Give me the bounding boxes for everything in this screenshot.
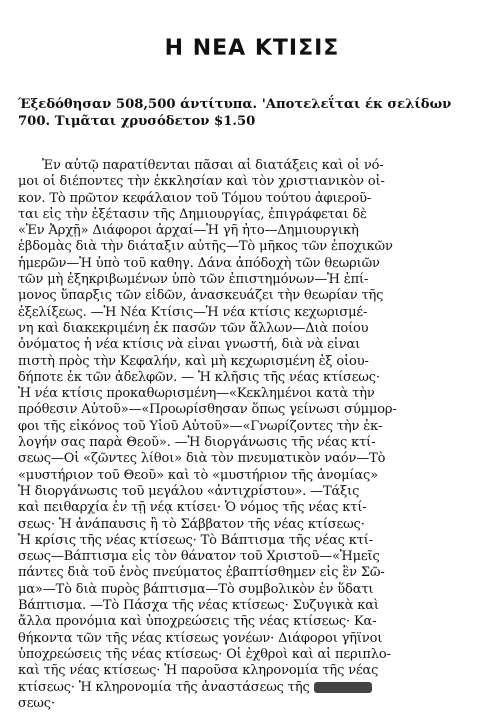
body-line: Ἐν αὐτῷ παρατίθενται πᾶσαι αἱ διατάξεις καὶ οἱ νό- xyxy=(42,158,384,173)
body-line: ὑποχρεώσεις τῆς νέας κτίσεως· Οἱ ἐχθροὶ καὶ αἱ περιπλο- xyxy=(18,646,391,662)
body-line: φοι τῆς εἰκόνος τοῦ Υἱοῦ Αὐτοῦ»—«Γνωρίζοντες τὴν ἐκ- xyxy=(18,418,383,434)
subtitle-line-2: 700. Τιμᾶται χρυσόδετον $1.50 xyxy=(18,114,256,129)
body-line-smudged xyxy=(18,680,486,696)
body-line: ἄλλα προνόμια καὶ ὑποχρεώσεις τῆς νέας κτίσεως· Κα- xyxy=(18,614,377,630)
body-line: πάντες διὰ τοῦ ἑνὸς πνεύματος ἐβαπτίσθημεν εἰς ἓν Σῶ- xyxy=(18,565,385,581)
body-line: «μυστήριον τοῦ Θεοῦ» καὶ τὸ «μυστήριον τῆς ἀνομίας» xyxy=(18,467,378,483)
body-line: ἑβδομὰς διὰ τὴν διάταξιν αὐτῆς—Τὸ μῆκος τῶν ἐποχικῶν xyxy=(18,239,393,255)
body-line: νη καὶ διακεκριμένη ἐκ πασῶν τῶν ἄλλων—Διὰ ποίου xyxy=(18,320,369,336)
article-title: Η ΝΕΑ ΚΤΙΣΙΣ xyxy=(164,36,340,61)
body-line: ἡμερῶν—Ἡ ὑπὸ τοῦ καθηγ. Δάνα ἀπόδοχὴ τῶν θεωριῶν xyxy=(18,255,380,271)
body-line: τῶν μὴ ἐξηκριβωμένων ὑπὸ τῶν ἐπιστημόνων—Ἡ ἐπί- xyxy=(18,272,369,288)
body-line: κον. Τὸ πρῶτον κεφάλαιον τοῦ Τόμου τούτου ἀφιεροῦ- xyxy=(18,190,372,206)
body-line: Ἡ κρίσις τῆς νέας κτίσεως· Τὸ Βάπτισμα τῆς νέας κτί- xyxy=(18,532,373,548)
body-line: ται εἰς τὴν ἐξέτασιν τῆς Δημιουργίας, ἐπιγράφεται δὲ xyxy=(18,206,367,222)
body-line: σεως· Ἡ ἀνάπαυσις ἢ τὸ Σάββατον τῆς νέας κτίσεως· xyxy=(18,516,365,532)
body-line: ὀνόματος ἡ νέα κτίσις νὰ εἶναι γνωστή, διὰ νὰ εἶναι xyxy=(18,337,361,353)
body-line: πιστὴ πρὸς τὴν Κεφαλήν, καὶ μὴ κεχωρισμένη ἐξ οἱου- xyxy=(18,353,369,369)
body-line: σεως· xyxy=(18,695,55,711)
body-line: δήποτε ἐκ τῶν ἀδελφῶν. — Ἡ κλῆσις τῆς νέας κτίσεως· xyxy=(18,369,380,385)
body-line: ἐξελίξεως. —Ἡ Νέα Κτίσις—Ἡ νέα κτίσις κεχωρισμέ- xyxy=(18,304,368,320)
body-line: πρόθεσιν Αὐτοῦ»—«Προωρίσθησαν ὅπως γείνωσι σύμμορ- xyxy=(18,402,397,418)
body-line: μα»—Τὸ διὰ πυρὸς βάπτισμα—Τὸ συμβολικὸν ἐν ὕδατι xyxy=(18,581,374,597)
body-line: Βάπτισμα. —Τὸ Πάσχα τῆς νέας κτίσεως· Συζυγικὰ καὶ xyxy=(18,598,379,614)
body-line: καὶ πειθαρχία ἐν τῇ νέᾳ κτίσει· Ὁ νόμος τῆς νέας κτί- xyxy=(18,500,367,516)
subtitle-line-1: Έξεδόθησαν 508,500 άντίτυπα. 'Αποτελεΐται έκ σελίδων xyxy=(18,97,452,112)
body-line: σεως—Οἱ «ζῶντες λίθοι» διὰ τὸν πνευματικὸν ναόν—Τὸ xyxy=(18,451,386,467)
body-line: θήκοντα τῶν τῆς νέας κτίσεως γονέων· Διάφοροι γῆϊνοι xyxy=(18,630,383,646)
body-line: μονος ὕπαρξις τῶν εἰδῶν, ἀνασκευάζει τὴν θεωρίαν τῆς xyxy=(18,288,384,304)
body-line: μοι οἱ διέποντες τὴν ἐκκλησίαν καὶ τὸν χριστιανικὸν οἶ- xyxy=(18,174,385,190)
article-subtitle xyxy=(18,96,486,130)
body-line-text: κτίσεως· Ἡ κληρονομία τῆς ἀναστάσεως τῆς xyxy=(18,679,310,695)
body-line: Ἡ νέα κτίσις προκαθωρισμένη—«Κεκλημένοι κατὰ τὴν xyxy=(18,386,375,402)
body-line: Ἡ διοργάνωσις τοῦ μεγάλου «ἀντιχρίστου». —Τάξις xyxy=(18,483,360,499)
body-line: καὶ τῆς νέας κτίσεως· Ἡ παροῦσα κληρονομία τῆς νέας xyxy=(18,663,379,679)
body-line: σεως—Βάπτισμα εἰς τὸν θάνατον τοῦ Χριστοῦ—«Ἡμεῖς xyxy=(18,549,380,565)
body-line: λογήν σας παρὰ Θεοῦ». —Ἡ διοργάνωσις τῆς νέας κτί- xyxy=(18,435,376,451)
body-line: «Ἐν Ἀρχῇ» Διάφοροι ἀρχαί—Ἡ γῆ ἦτο—Δημιουργικὴ xyxy=(18,223,359,239)
ink-smudge xyxy=(314,682,372,693)
article-body xyxy=(18,158,486,712)
